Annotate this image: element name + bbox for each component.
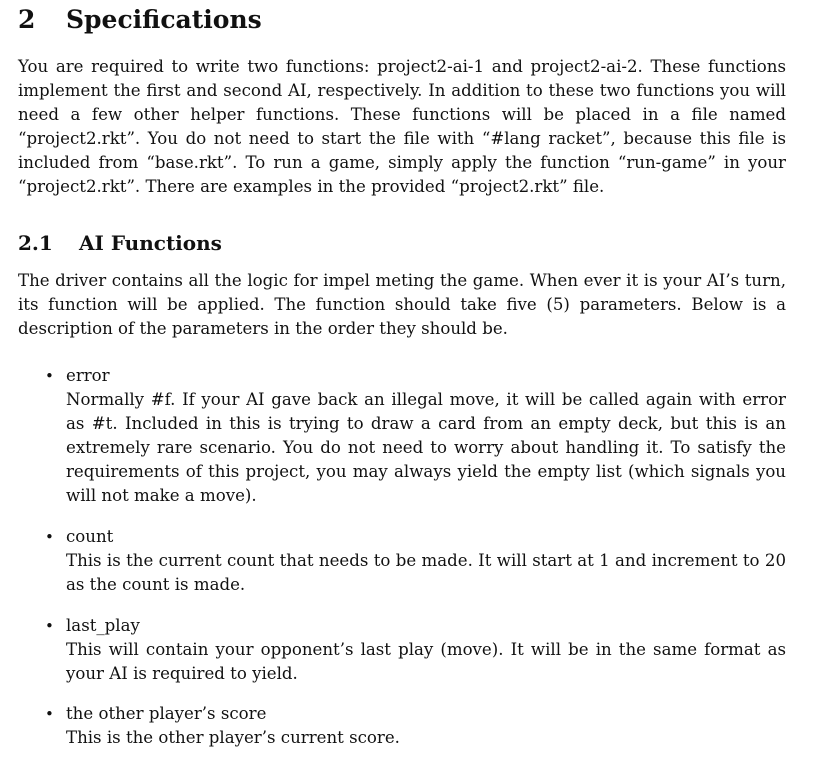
- parameter-description: This is the other player’s current score.: [66, 728, 400, 747]
- section-heading: [18, 4, 262, 36]
- parameter-description: This is the current count that needs to be made. It will start at 1 and increment to 20 as the count is made.: [66, 551, 786, 594]
- bullet-icon: •: [45, 528, 54, 546]
- parameter-name: last_play: [66, 616, 140, 635]
- subsection-number: 2.1: [18, 231, 53, 255]
- parameter-name: count: [66, 527, 114, 546]
- parameter-name: error: [66, 366, 110, 385]
- specifications-paragraph: You are required to write two functions: project2-ai-1 and project2-ai-2. These functions implement the first and second AI, respectively. In addition to these two functions you will need a few other helper functions. These functions will be placed in a file named “project2.rkt”. You do not need to start the file with “#lang racket”, because this file is included from “base.rkt”. To run a game, simply apply the function “run-game” in your “project2.rkt”. There are examples in the provided “project2.rkt” file.: [18, 57, 786, 196]
- subsection-title: AI Functions: [79, 231, 222, 255]
- section-title: Specifications: [66, 5, 262, 34]
- bullet-icon: •: [45, 705, 54, 723]
- parameter-description: This will contain your opponent’s last play (move). It will be in the same format as your AI is required to yield.: [66, 640, 786, 683]
- ai-functions-paragraph: The driver contains all the logic for impel meting the game. When ever it is your AI’s turn, its function will be applied. The function should take five (5) parameters. Below is a description of the parameters in the order they should be.: [18, 271, 786, 338]
- subsection-heading: [18, 229, 222, 257]
- parameter-name: the other player’s score: [66, 704, 267, 723]
- section-number: 2: [18, 5, 36, 34]
- parameter-description: Normally #f. If your AI gave back an illegal move, it will be called again with error as #t. Included in this is trying to draw a card from an empty deck, but this is an extremely rare scenario. You do not need to worry about handling it. To satisfy the requirements of this project, you may always yield the empty list (which signals you will not make a move).: [66, 390, 786, 505]
- bullet-icon: •: [45, 617, 54, 635]
- bullet-icon: •: [45, 367, 54, 385]
